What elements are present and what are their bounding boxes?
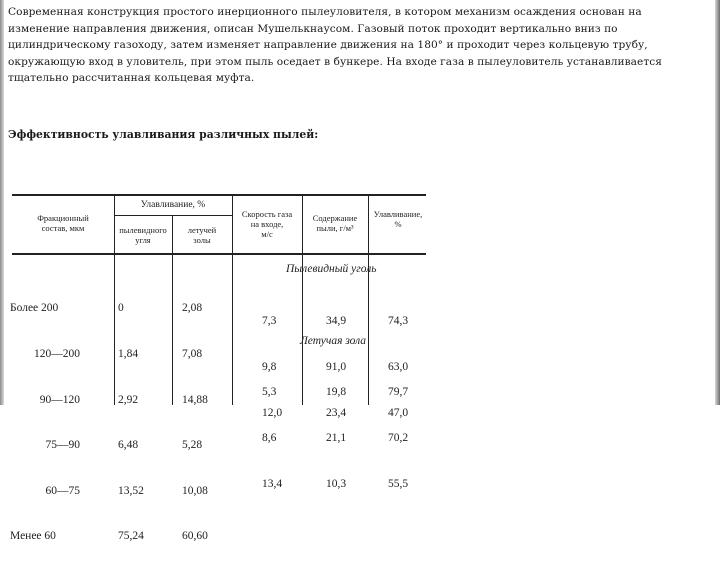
ash-content-cell: 21,1 (326, 432, 347, 445)
coal-capture-column (118, 271, 144, 575)
section-subheading: Эффективность улавливания различных пылей: (8, 128, 319, 141)
coal-speed-cell: 9,8 (262, 361, 277, 374)
ash-result-column (388, 355, 408, 522)
header-bottom-rule (12, 253, 426, 255)
coal-result-cell: 63,0 (388, 361, 409, 374)
fraction-cell: Менее 60 (10, 530, 56, 543)
coal-speed-cell: 12,0 (262, 406, 283, 419)
fraction-cell: 120—200 (34, 348, 80, 361)
coal-content-cell: 23,4 (326, 406, 347, 419)
header-capture: Улавливание, % (373, 209, 423, 229)
coal-content-cell: 91,0 (326, 361, 347, 374)
intro-paragraph: Современная конструкция простого инерционного пылеуловителя, в котором механизм осаждения основан на изменение направления движения, описан Мушелькнаусом. Газовый поток проходит вертикально вниз по цилиндрическому газоходу, затем изменяет направление движения на 180° и проходит через кольцевую трубу, окружающую вход в уловитель, при этом пыль оседает в бункере. На входе газа в пылеуловитель устанавливается тщательно рассчитанная кольцевая муфта. (8, 6, 662, 84)
header-capture-group: Улавливание, % (140, 200, 206, 210)
ash-content-cell: 10,3 (326, 477, 347, 490)
header-fly-ash: летучей золы (187, 225, 217, 245)
ash-capture-cell: 2,08 (182, 302, 203, 315)
ash-result-cell: 55,5 (388, 477, 409, 490)
ash-speed-cell: 8,6 (262, 432, 277, 445)
coal-capture-cell: 13,52 (118, 484, 144, 497)
header-fraction: Фракционный состав, мкм (37, 213, 89, 233)
coal-speed-cell: 7,3 (262, 315, 277, 328)
coal-capture-cell: 75,24 (118, 530, 144, 543)
group-label-ash: Летучая зола (300, 335, 367, 347)
fraction-cell: Более 200 (10, 302, 59, 315)
ash-capture-cell: 14,88 (182, 393, 208, 406)
coal-content-cell: 34,9 (326, 315, 347, 328)
ash-capture-cell: 10,08 (182, 484, 208, 497)
left-page-edge (0, 0, 4, 405)
ash-capture-column (182, 271, 208, 575)
ash-speed-cell: 13,4 (262, 477, 283, 490)
ash-result-cell: 70,2 (388, 432, 409, 445)
header-gas-speed: Скорость газа на входе, м/с (241, 209, 293, 239)
coal-capture-cell: 1,84 (118, 348, 139, 361)
table-top-rule (12, 194, 426, 196)
header-coal-dust: пылевидного угля (119, 225, 167, 245)
coal-capture-cell: 6,48 (118, 439, 139, 452)
ash-capture-cell: 60,60 (182, 530, 208, 543)
group-label-coal: Пылевидный уголь (286, 263, 377, 275)
fraction-cell: 90—120 (39, 393, 80, 406)
ash-capture-cell: 5,28 (182, 439, 203, 452)
ash-result-cell: 79,7 (388, 386, 409, 399)
capture-group-rule (114, 215, 232, 216)
header-dust-content: Содержание пыли, г/м³ (312, 213, 358, 233)
fraction-cell: 60—75 (45, 484, 80, 497)
fraction-cell: 75—90 (45, 439, 80, 452)
efficiency-table-image (10, 193, 430, 543)
ash-speed-cell: 5,3 (262, 386, 277, 399)
fraction-column (10, 271, 80, 575)
ash-content-cell: 19,8 (326, 386, 347, 399)
coal-capture-cell: 2,92 (118, 393, 139, 406)
ash-speed-column (262, 355, 282, 522)
ash-capture-cell: 7,08 (182, 348, 203, 361)
ash-content-column (326, 355, 346, 522)
coal-capture-cell: 0 (118, 302, 124, 315)
coal-result-cell: 74,3 (388, 315, 409, 328)
right-page-edge (715, 0, 720, 405)
coal-result-cell: 47,0 (388, 406, 409, 419)
